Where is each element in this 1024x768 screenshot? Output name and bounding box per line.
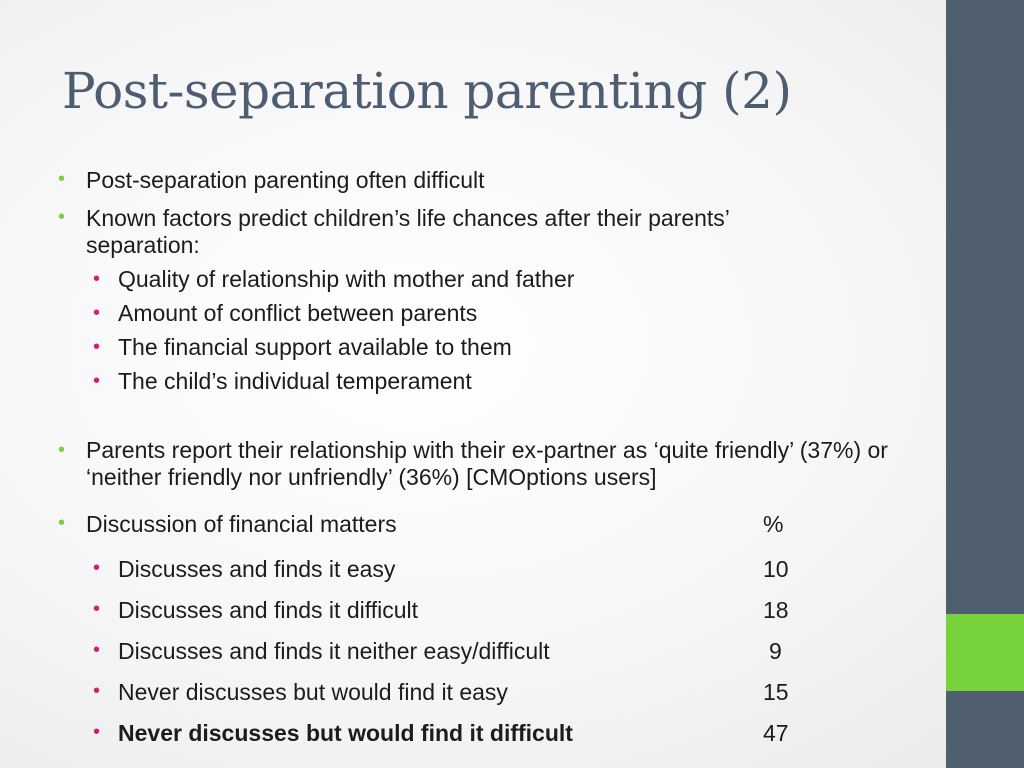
sub-bullet-item: The child’s individual temperament — [118, 368, 472, 394]
bullet-icon: • — [58, 168, 66, 190]
bullet-icon: • — [58, 439, 66, 461]
sub-bullet-icon: • — [93, 680, 101, 702]
bullet-item: Post-separation parenting often difficult — [86, 167, 485, 193]
sub-bullet-icon: • — [93, 721, 101, 743]
sub-bullet-icon: • — [93, 268, 101, 290]
table-row-value: 47 — [763, 720, 789, 746]
bullet-item: Known factors predict children’s life chances after their parents’ separation: — [86, 205, 730, 258]
sub-bullet-icon: • — [93, 557, 101, 579]
table-row-label: Discusses and finds it neither easy/difficult — [118, 638, 550, 664]
table-row-label: Discusses and finds it difficult — [118, 597, 418, 623]
sub-bullet-icon: • — [93, 370, 101, 392]
table-row-value: 15 — [763, 679, 789, 705]
sub-bullet-icon: • — [93, 336, 101, 358]
sub-bullet-item: The financial support available to them — [118, 334, 512, 360]
table-row-label: Never discusses but would find it easy — [118, 679, 508, 705]
sub-bullet-icon: • — [93, 302, 101, 324]
bullet-icon: • — [58, 512, 66, 534]
sub-bullet-item: Amount of conflict between parents — [118, 300, 478, 326]
sub-bullet-icon: • — [93, 598, 101, 620]
table-row-label: Never discusses but would find it difficult — [118, 720, 573, 746]
table-row-label: Discusses and finds it easy — [118, 556, 396, 582]
sub-bullet-item: Quality of relationship with mother and father — [118, 266, 575, 292]
table-row-value: 10 — [763, 556, 789, 582]
bullet-item: Parents report their relationship with their ex-partner as ‘quite friendly’ (37%) or ‘neither friendly nor unfriendly’ (36%) [CMOptions users] — [86, 437, 888, 490]
bullet-item: Discussion of financial matters — [86, 511, 397, 537]
percent-header: % — [763, 511, 784, 537]
table-row-value: 9 — [769, 638, 782, 664]
sub-bullet-icon: • — [93, 639, 101, 661]
bullet-icon: • — [58, 206, 66, 228]
table-row-value: 18 — [763, 597, 789, 623]
accent-block — [946, 614, 1024, 691]
slide-title: Post-separation parenting (2) — [62, 62, 792, 120]
